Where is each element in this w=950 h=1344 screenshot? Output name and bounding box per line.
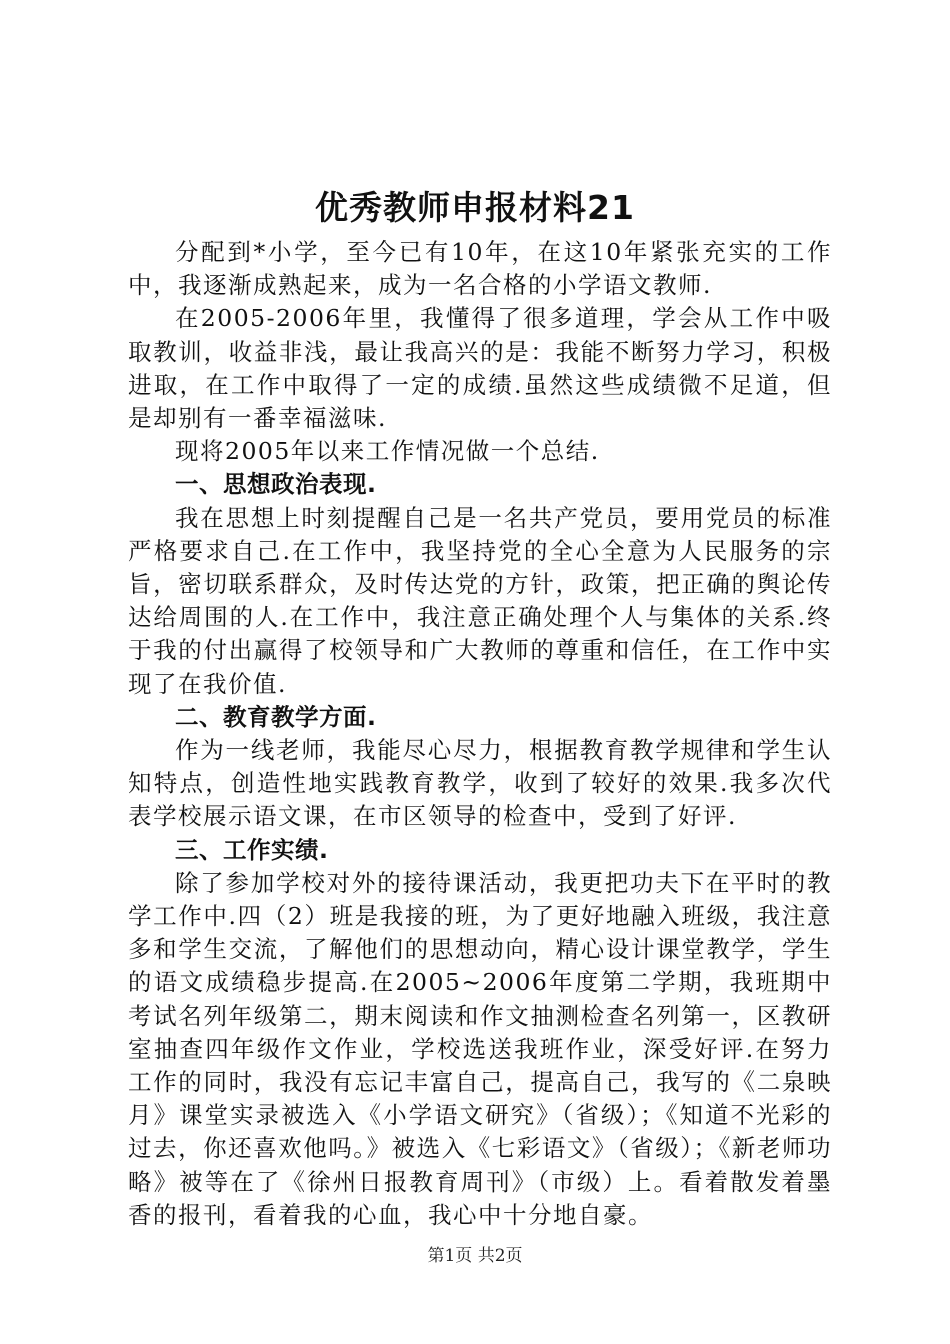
paragraph-intro: 分配到*小学，至今已有10年，在这10年紧张充实的工作中，我逐渐成熟起来，成为一名合格的小学语文教师. <box>128 238 832 300</box>
section-heading-achievements: 三、工作实绩. <box>175 835 329 864</box>
section-heading-political: 一、思想政治表现. <box>175 470 377 499</box>
page-number-footer: 第1页 共2页 <box>427 1246 523 1266</box>
section-heading-teaching: 二、教育教学方面. <box>175 702 377 731</box>
paragraph-achievements: 除了参加学校对外的接待课活动，我更把功夫下在平时的教学工作中.四（2）班是我接的班，为了更好地融入班级，我注意多和学生交流，了解他们的思想动向，精心设计课堂教学，学生的语文成绩稳步提高.在2005~2006年度第二学期，我班期中考试名列年级第二，期末阅读和作文抽测检查名列第一，区教研室抽查四年级作文作业，学校选送我班作业，深受好评.在努力工作的同时，我没有忘记丰富自己，提高自己，我写的《二泉映月》课堂实录被选入《小学语文研究》（省级）；《知道不光彩的过去，你还喜欢他吗。》被选入《七彩语文》（省级）；《新老师功略》被等在了《徐州日报教育周刊》（市级）上。看着散发着墨香的报刊，看着我的心血，我心中十分地自豪。 <box>128 868 832 1229</box>
document-title: 优秀教师申报材料21 <box>315 188 635 227</box>
paragraph-teaching: 作为一线老师，我能尽心尽力，根据教育教学规律和学生认知特点，创造性地实践教育教学，收到了较好的效果.我多次代表学校展示语文课，在市区领导的检查中，受到了好评. <box>128 736 832 831</box>
paragraph-political: 我在思想上时刻提醒自己是一名共产党员，要用党员的标准严格要求自己.在工作中，我坚持党的全心全意为人民服务的宗旨，密切联系群众，及时传达党的方针，政策，把正确的舆论传达给周围的人.在工作中，我注意正确处理个人与集体的关系.终于我的付出赢得了校领导和广大教师的尊重和信任，在工作中实现了在我价值. <box>128 503 832 698</box>
paragraph-2005-2006: 在2005-2006年里，我懂得了很多道理，学会从工作中吸取教训，收益非浅，最让我高兴的是：我能不断努力学习，积极进取，在工作中取得了一定的成绩.虽然这些成绩微不足道，但是却别有一番幸福滋味. <box>128 304 832 433</box>
document-body <box>128 236 832 1232</box>
paragraph-summary-intro: 现将2005年以来工作情况做一个总结. <box>175 437 600 466</box>
